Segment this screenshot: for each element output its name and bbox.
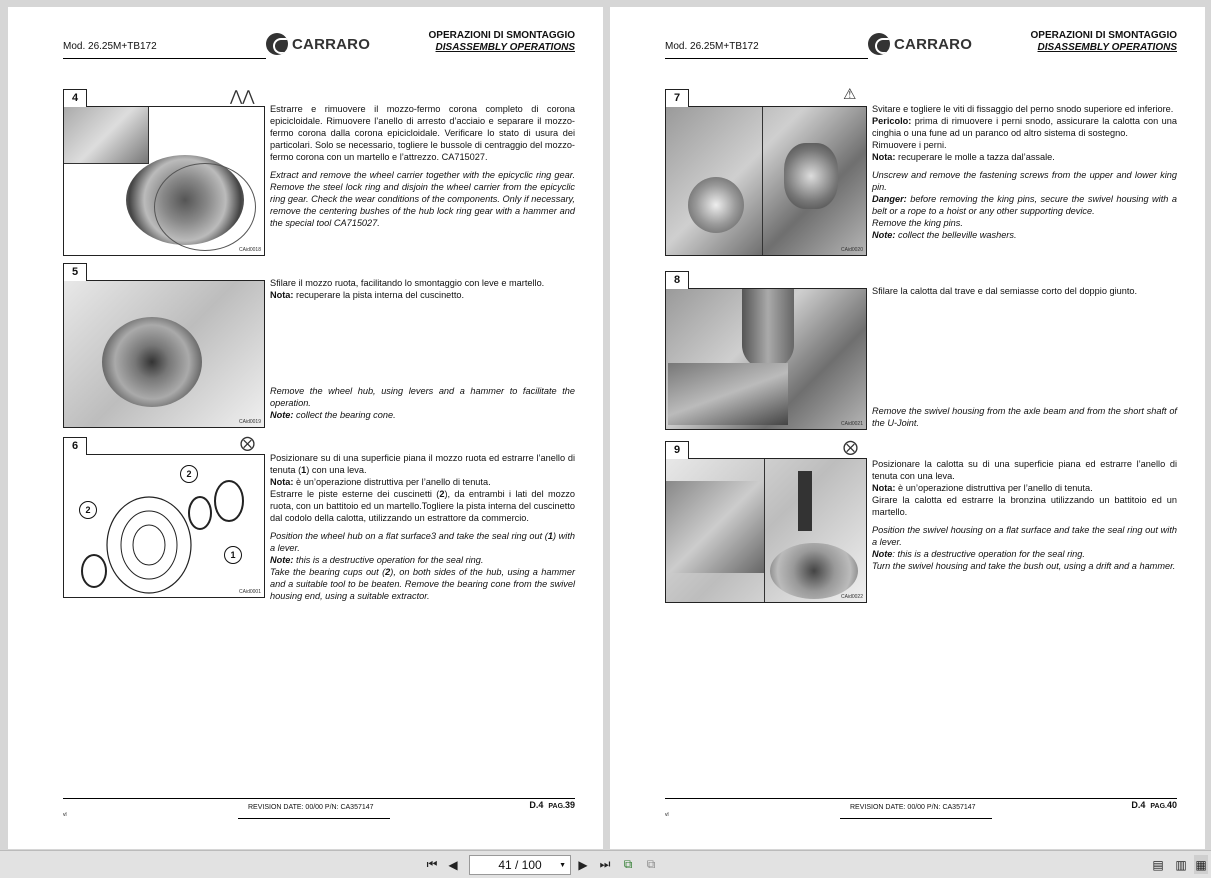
step-7-photo [666, 107, 866, 255]
step-4-italian: Estrarre e rimuovere il mozzo-fermo corona completo di corona epicicloidale. Rimuovere l’anello di arresto d’acciaio e separare il mozzo-fermo corona dalla corona epicicloidale. Verificare lo stato di usura dei particolari. Solo se necessario, togliere le bussole di centraggio del mozzo-fermo corona con un martello e l’attrezzo. CA715027. [270, 104, 575, 162]
footer-rule [63, 798, 575, 799]
note-text: collect the belleville washers. [895, 230, 1017, 240]
bush-removal-image [770, 543, 858, 599]
step-6-text [270, 452, 575, 608]
step-6-figure [63, 440, 265, 598]
pag-label: PAG. [1150, 803, 1167, 810]
hub-exploded-drawing [64, 455, 264, 597]
note-text: this is a destructive operation for the seal ring. [293, 555, 484, 565]
text: Rimuovere i perni. [872, 140, 947, 150]
text: Remove the swivel housing from the axle beam and from the short shaft of the U-Joint. [872, 406, 1177, 428]
note-text: recuperare le molle a tazza dal’assale. [895, 152, 1055, 162]
king-pin-image [688, 177, 744, 233]
step-8-figure [665, 274, 867, 430]
note-label: Nota: [270, 477, 294, 487]
step-4-photo [64, 107, 264, 255]
figure-ref: CAid0019 [239, 419, 261, 425]
callout-2-left: 2 [79, 501, 97, 519]
figure-ref: CAid0020 [841, 247, 863, 253]
ref-number: 2 [385, 567, 391, 577]
fit-width-icon[interactable]: ⧉ [646, 857, 656, 871]
step-9-text [872, 458, 1177, 578]
header-rule [665, 58, 868, 59]
footer-rule [665, 798, 1177, 799]
two-page-icon[interactable]: ▦ [1194, 855, 1208, 874]
text: Remove the wheel hub, using levers and a hammer to facilitate the operation. [270, 386, 575, 408]
model-label: Mod. 26.25M+TB172 [665, 41, 759, 52]
prev-page-icon[interactable]: ◀ [448, 857, 458, 872]
carraro-logo [868, 31, 978, 57]
continuous-icon[interactable]: ▥ [1175, 857, 1187, 872]
revision-rule [238, 818, 390, 819]
pag-number: 39 [564, 800, 575, 810]
step-5-photo [64, 281, 264, 427]
text: ), da entrambi i lati del mozzo ruota, con un battitoio ed un martello.Togliere la pista interna del cuscinetto dal codolo della calotta, utilizzando un estrattore da commercio. [270, 489, 575, 523]
step-number: 7 [665, 89, 689, 108]
footer-mark: vl [63, 812, 67, 818]
page-number [1131, 800, 1177, 810]
text: Sfilare il mozzo ruota, facilitando lo smontaggio con leve e martello. [270, 278, 545, 288]
step-6-drawing [64, 455, 264, 597]
step-8-english [872, 405, 1177, 435]
first-page-icon[interactable]: ⏮ [426, 857, 438, 871]
text: Turn the swivel housing and take the bush out, using a drift and a hammer. [872, 561, 1176, 571]
note-text: è un’operazione distruttiva per l’anello di tenuta. [293, 477, 491, 487]
step-5-figure [63, 266, 265, 428]
logo-text: CARRARO [292, 35, 371, 53]
step-number: 6 [63, 437, 87, 456]
page-number [529, 800, 575, 810]
text: Svitare e togliere le viti di fissaggio del perno snodo superiore ed inferiore. [872, 104, 1174, 114]
single-page-icon[interactable]: ▤ [1152, 857, 1164, 872]
header-italian: OPERAZIONI DI SMONTAGGIO [1030, 30, 1177, 41]
step-5-italian [270, 277, 575, 307]
carraro-logo [266, 31, 376, 57]
wear-check-icon: ⋀⋀ [230, 88, 255, 105]
figure-ref: CAid0022 [841, 594, 863, 600]
header-italian: OPERAZIONI DI SMONTAGGIO [428, 30, 575, 41]
danger-label: Pericolo: [872, 116, 912, 126]
step-number: 9 [665, 441, 689, 460]
photo-divider [764, 459, 765, 602]
swivel-housing-image [668, 363, 788, 425]
header-english: DISASSEMBLY OPERATIONS [435, 42, 575, 53]
note-label: Note: [270, 410, 294, 420]
carraro-logo-icon [868, 33, 890, 55]
text: Girare la calotta ed estrarre la bronzina utilizzando un battitoio ed un martello. [872, 495, 1177, 517]
text: Position the swivel housing on a flat surface and take the seal ring out with a lever. [872, 525, 1177, 547]
note-label: Nota: [872, 152, 896, 162]
text: Posizionare su di una superficie piana il mozzo ruota ed estrarre l’anello di tenuta ( [270, 453, 575, 475]
step-5-english [270, 385, 575, 427]
text: Remove the king pins. [872, 218, 963, 228]
text: Posizionare la calotta su di una superficie piana ed estrarre l’anello di tenuta con una leva. [872, 459, 1177, 481]
destructive-operation-icon: ⨂ [240, 435, 255, 452]
step-number: 4 [63, 89, 87, 108]
next-page-icon[interactable]: ▶ [578, 857, 588, 872]
seal-removal-image [666, 481, 764, 573]
page-indicator: 41 / 100 [498, 858, 542, 872]
step-9-figure [665, 444, 867, 603]
text: Sfilare la calotta dal trave e dal semiasse corto del doppio giunto. [872, 286, 1138, 296]
logo-text: CARRARO [894, 35, 973, 53]
section-code: D.4 [1131, 800, 1146, 810]
revision-info: REVISION DATE: 00/00 P/N: CA357147 [850, 804, 976, 811]
page-left [8, 7, 603, 849]
ref-number: 1 [301, 465, 307, 475]
page-number-input[interactable] [469, 855, 571, 875]
step-4-text [270, 103, 575, 235]
note-text: collect the bearing cone. [293, 410, 396, 420]
ref-number: 2 [439, 489, 445, 499]
page-right [610, 7, 1205, 849]
pag-label: PAG. [548, 803, 565, 810]
danger-text: before removing the king pins, secure the swivel housing with a belt or a rope to a hoist or any other supporting device. [872, 194, 1177, 216]
text: ), on both sides of the hub, using a hammer and a suitable tool to be beaten. Remove the bearing cone from the swivel housing end, using a suitable extractor. [270, 567, 575, 601]
note-label: Note: [872, 230, 896, 240]
pdf-toolbar [0, 850, 1211, 878]
revision-info: REVISION DATE: 00/00 P/N: CA357147 [248, 804, 374, 811]
step-4-english: Extract and remove the wheel carrier together with the epicyclic ring gear. Remove the steel lock ring and disjoin the wheel carrier from the epicyclic ring gear. Check the wear conditions of the components. Only if necessary, remove the centering bushes of the hub lock ring gear with a hammer and the special tool CA715027. [270, 170, 575, 228]
last-page-icon[interactable]: ⏭ [599, 857, 611, 871]
step-9-photo [666, 459, 866, 602]
revision-rule [840, 818, 992, 819]
ref-number: 1 [547, 531, 553, 541]
text: ) con una leva. [306, 465, 367, 475]
step-number: 5 [63, 263, 87, 282]
hammer-image [798, 471, 812, 531]
lock-ring-image [154, 163, 256, 251]
figure-ref: CAid0018 [239, 247, 261, 253]
model-label: Mod. 26.25M+TB172 [63, 41, 157, 52]
photo-divider [762, 107, 763, 255]
step-8-photo [666, 289, 866, 429]
axle-beam-image [742, 289, 794, 369]
fit-page-icon[interactable]: ⧉ [623, 857, 633, 871]
text: Take the bearing cups out ( [270, 567, 386, 577]
note-text: : this is a destructive operation for the seal ring. [892, 549, 1085, 559]
note-label: Nota: [872, 483, 896, 493]
header-rule [63, 58, 266, 59]
step-7-figure [665, 92, 867, 256]
text: ) with a lever. [270, 531, 575, 553]
section-code: D.4 [529, 800, 544, 810]
step-4-figure [63, 92, 265, 256]
pag-number: 40 [1166, 800, 1177, 810]
figure-ref: CAid0001 [239, 589, 261, 595]
inset-photo [64, 107, 149, 164]
chevron-down-icon[interactable]: ▼ [559, 861, 566, 869]
note-text: recuperare la pista interna del cuscinetto. [293, 290, 465, 300]
figure-ref: CAid0021 [841, 421, 863, 427]
text: Position the wheel hub on a flat surface3 and take the seal ring out ( [270, 531, 548, 541]
note-text: è un’operazione distruttiva per l’anello di tenuta. [895, 483, 1093, 493]
footer-mark: vl [665, 812, 669, 818]
header-english: DISASSEMBLY OPERATIONS [1037, 42, 1177, 53]
danger-text: prima di rimuovere i perni snodo, assicurare la calotta con una cinghia o una fune ad un paranco od altro sistema di sostegno. [872, 116, 1177, 138]
note-label: Nota: [270, 290, 294, 300]
wheel-hub-image [102, 317, 202, 407]
note-label: Note: [270, 555, 294, 565]
step-number: 8 [665, 271, 689, 290]
destructive-operation-icon: ⨂ [843, 439, 858, 456]
text: Unscrew and remove the fastening screws from the upper and lower king pin. [872, 170, 1177, 192]
step-8-italian [872, 285, 1177, 303]
carraro-logo-icon [266, 33, 288, 55]
step-7-text [872, 103, 1177, 247]
text: Estrarre le piste esterne dei cuscinetti ( [270, 489, 440, 499]
note-label: Note [872, 549, 893, 559]
callout-2-top: 2 [180, 465, 198, 483]
callout-1: 1 [224, 546, 242, 564]
swivel-housing-image [784, 143, 838, 209]
danger-warning-icon: ⚠ [843, 86, 857, 103]
danger-label: Danger: [872, 194, 907, 204]
